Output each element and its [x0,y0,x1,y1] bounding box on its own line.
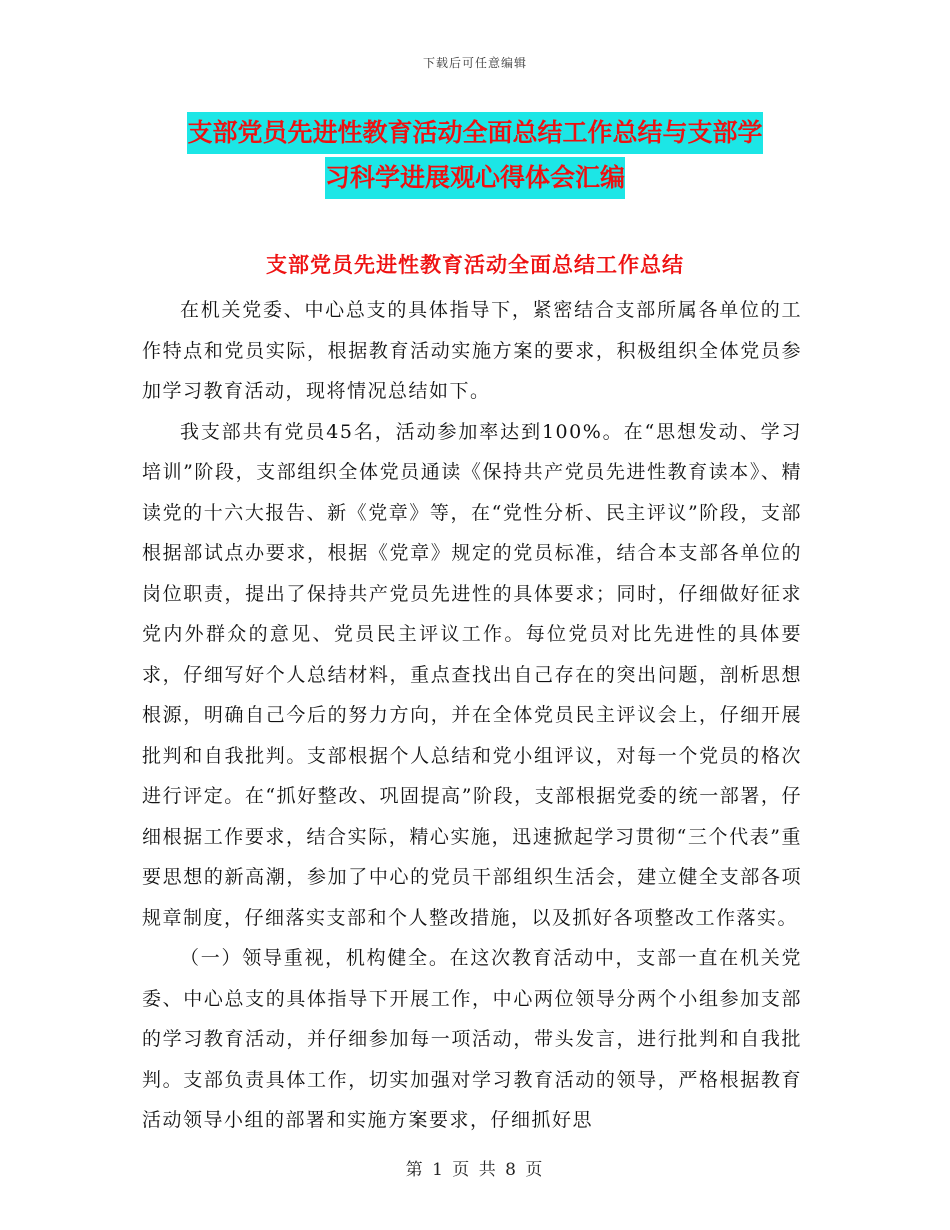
paragraph: （一）领导重视，机构健全。在这次教育活动中，支部一直在机关党委、中心总支的具体指导下开展工作，中心两位领导分两个小组参加支部的学习教育活动，并仔细参加每一项活动，带头发言，进行批判和自我批判。支部负责具体工作，切实加强对学习教育活动的领导，严格根据教育活动领导小组的部署和实施方案要求，仔细抓好思 [142,947,802,1131]
paragraph: 在机关党委、中心总支的具体指导下，紧密结合支部所属各单位的工作特点和党员实际，根据教育活动实施方案的要求，积极组织全体党员参加学习教育活动，现将情况总结如下。 [142,299,802,402]
paragraph: 我支部共有党员45名，活动参加率达到100%。在“思想发动、学习培训”阶段，支部组织全体党员通读《保持共产党员先进性教育读本》、精读党的十六大报告、新《党章》等，在“党性分析、民主评议”阶段，支部根据部试点办要求，根据《党章》规定的党员标准，结合本支部各单位的岗位职责，提出了保持共产党员先进性的具体要求；同时，仔细做好征求党内外群众的意见、党员民主评议工作。每位党员对比先进性的具体要求，仔细写好个人总结材料，重点查找出自己存在的突出问题，剖析思想根源，明确自己今后的努力方向，并在全体党员民主评议会上，仔细开展批判和自我批判。支部根据个人总结和党小组评议，对每一个党员的格次进行评定。在“抓好整改、巩固提高”阶段，支部根据党委的统一部署，仔细根据工作要求，结合实际，精心实施，迅速掀起学习贯彻“三个代表”重要思想的新高潮，参加了中心的党员干部组织生活会，建立健全支部各项规章制度，仔细落实支部和个人整改措施，以及抓好各项整改工作落实。 [142,420,802,929]
page-number-footer: 第 1 页 共 8 页 [405,1160,545,1180]
document-title [0,110,950,200]
title-line-2: 习科学进展观心得体会汇编 [325,157,625,199]
title-line-1: 支部党员先进性教育活动全面总结工作总结与支部学 [187,112,762,154]
document-body [142,290,802,1141]
section-title: 支部党员先进性教育活动全面总结工作总结 [266,253,684,277]
page-header-note: 下载后可任意编辑 [422,56,527,70]
